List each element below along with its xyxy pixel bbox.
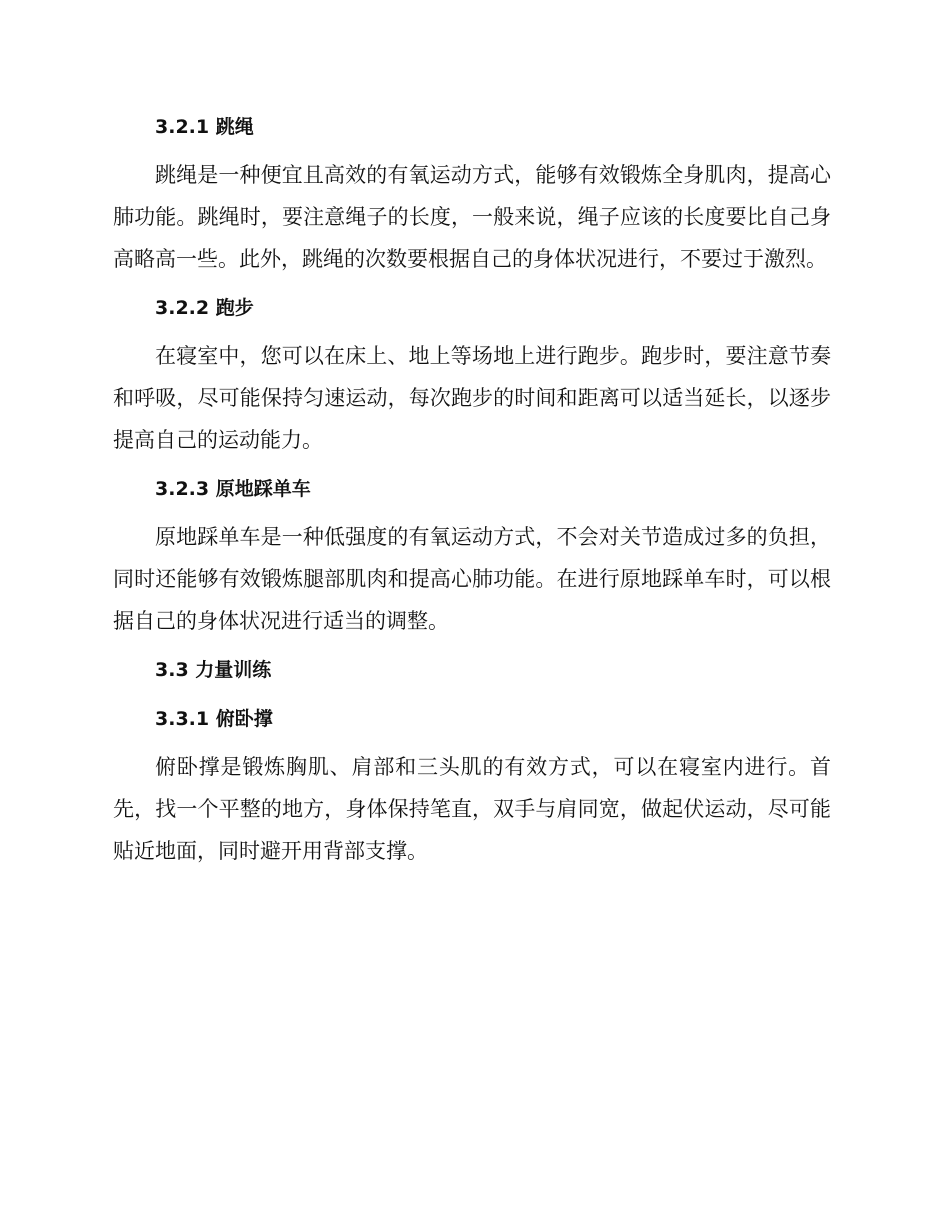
section-paragraph-3-2-3: 原地踩单车是一种低强度的有氧运动方式，不会对关节造成过多的负担，同时还能够有效锻炼腿部肌肉和提高心肺功能。在进行原地踩单车时，可以根据自己的身体状况进行适当的调整。 <box>113 525 831 633</box>
section-paragraph-3-2-2: 在寝室中，您可以在床上、地上等场地上进行跑步。跑步时，要注意节奏和呼吸，尽可能保持匀速运动，每次跑步的时间和距离可以适当延长，以逐步提高自己的运动能力。 <box>113 344 831 452</box>
section-heading-3-2-3: 3.2.3 原地踩单车 <box>155 478 311 500</box>
section-heading-3-2-1: 3.2.1 跳绳 <box>155 116 254 138</box>
section-heading-3-2-2: 3.2.2 跑步 <box>155 297 254 319</box>
section-paragraph-3-2-1: 跳绳是一种便宜且高效的有氧运动方式，能够有效锻炼全身肌肉，提高心肺功能。跳绳时，要注意绳子的长度，一般来说，绳子应该的长度要比自己身高略高一些。此外，跳绳的次数要根据自己的身体状况进行，不要过于激烈。 <box>113 163 831 271</box>
document-body <box>113 111 831 872</box>
section-paragraph-3-3-1: 俯卧撑是锻炼胸肌、肩部和三头肌的有效方式，可以在寝室内进行。首先，找一个平整的地方，身体保持笔直，双手与肩同宽，做起伏运动，尽可能贴近地面，同时避开用背部支撑。 <box>113 755 831 863</box>
section-heading-3-3-1: 3.3.1 俯卧撑 <box>155 708 273 730</box>
section-heading-3-3: 3.3 力量训练 <box>155 659 272 681</box>
